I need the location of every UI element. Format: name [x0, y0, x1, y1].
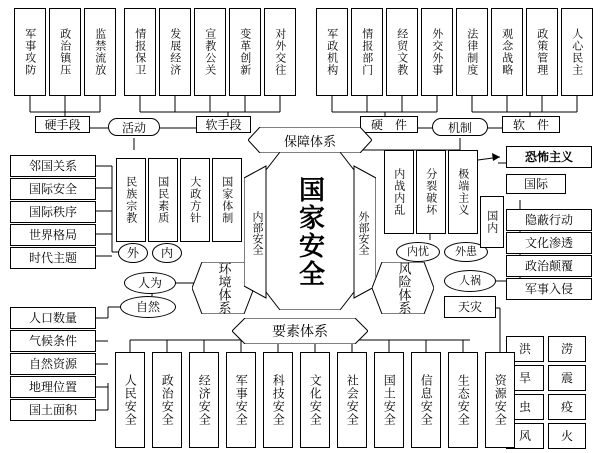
huanjing-system-label: 环境体系 [215, 262, 231, 314]
mechanism-text: 机制 [447, 120, 472, 135]
soft-item-1[interactable] [159, 8, 191, 96]
renhuo-label[interactable] [444, 270, 496, 292]
element-5[interactable] [300, 352, 330, 448]
activity-label[interactable] [108, 118, 160, 136]
renwei-label[interactable] [124, 272, 176, 294]
software-item-0[interactable] [456, 8, 488, 96]
env-item-3-label: 世界格局 [28, 227, 77, 242]
disaster-4-label: 虫 [518, 399, 531, 414]
center-left-item-3[interactable] [212, 158, 242, 242]
element-2[interactable] [189, 352, 219, 448]
risk-outer-item-3[interactable] [506, 232, 592, 254]
hard-item-2[interactable] [84, 8, 116, 96]
tianzai-text: 天灾 [457, 299, 482, 314]
hardware-item-3-label: 外交外事 [430, 28, 444, 76]
hard-means-label[interactable] [35, 116, 90, 133]
fengxian-system-banner [372, 262, 434, 314]
soft-item-0-label: 情报保卫 [133, 28, 147, 76]
natural-item-1[interactable] [10, 330, 96, 352]
center-left-item-0[interactable] [116, 158, 146, 242]
env-item-1-label: 国际安全 [28, 181, 77, 196]
element-8[interactable] [411, 352, 441, 448]
center-left-item-2-label: 大政方针 [188, 176, 202, 224]
ziran-label[interactable] [120, 296, 176, 318]
disaster-7[interactable] [548, 423, 586, 449]
software-item-2[interactable] [526, 8, 558, 96]
neiyou-text: 内忧 [407, 245, 429, 259]
disaster-6-label: 风 [518, 428, 531, 443]
risk-inner-item-2[interactable] [448, 150, 478, 234]
disaster-7-label: 火 [560, 428, 573, 443]
neiyou-label[interactable] [396, 242, 440, 262]
risk-outer-item-5-label: 军事入侵 [524, 281, 573, 296]
software-item-3[interactable] [561, 8, 593, 96]
hardware-text: 硬 件 [370, 118, 407, 132]
hard-item-0-label: 军事攻防 [23, 28, 37, 76]
element-3-label: 军事安全 [234, 374, 249, 426]
env-item-4[interactable] [10, 247, 96, 269]
baozhang-system-banner [248, 127, 372, 153]
center-left-item-2[interactable] [180, 158, 210, 242]
hardware-item-0[interactable] [316, 8, 348, 96]
element-0[interactable] [115, 352, 145, 448]
natural-item-3-label: 地理位置 [28, 379, 77, 394]
element-1-label: 政治安全 [160, 374, 175, 426]
element-7-label: 国土安全 [382, 374, 397, 426]
hard-item-0[interactable] [14, 8, 46, 96]
soft-item-1-label: 发展经济 [168, 28, 182, 76]
natural-item-0[interactable] [10, 307, 96, 329]
env-item-3[interactable] [10, 224, 96, 246]
natural-item-1-label: 气候条件 [28, 333, 77, 348]
hardware-item-1[interactable] [351, 8, 383, 96]
outer-label[interactable] [118, 243, 148, 263]
center-left-item-1[interactable] [148, 158, 178, 242]
software-label[interactable] [502, 116, 560, 133]
element-2-label: 经济安全 [197, 374, 212, 426]
soft-item-2-label: 宣教公关 [203, 28, 217, 76]
hardware-item-1-label: 情报部门 [360, 28, 374, 76]
natural-item-4[interactable] [10, 399, 96, 421]
element-10[interactable] [485, 352, 515, 448]
natural-item-2[interactable] [10, 353, 96, 375]
yaosu-system-label: 要素体系 [272, 324, 328, 340]
risk-outer-item-1-label: 国际 [523, 176, 548, 191]
yaosu-system-banner [232, 318, 368, 344]
natural-item-4-label: 国土面积 [28, 402, 77, 417]
risk-inner-item-1[interactable] [416, 150, 446, 234]
activity-text: 活动 [121, 120, 146, 135]
risk-outer-item-0-label: 恐怖主义 [524, 149, 573, 164]
renhuo-text: 人祸 [459, 274, 481, 288]
env-item-2[interactable] [10, 201, 96, 223]
center-left-item-1-label: 国民素质 [156, 176, 170, 224]
natural-item-0-label: 人口数量 [28, 310, 77, 325]
disaster-5[interactable] [548, 394, 586, 420]
waihuan-text: 外患 [455, 245, 477, 259]
element-9-label: 生态安全 [456, 374, 471, 426]
center-left-wing-label: 内部安全 [251, 211, 264, 255]
disaster-3-label: 震 [560, 370, 573, 385]
env-item-0-label: 邻国关系 [28, 158, 77, 173]
renwei-text: 人为 [137, 275, 162, 290]
element-8-label: 信息安全 [419, 374, 434, 426]
element-7[interactable] [374, 352, 404, 448]
hard-item-1[interactable] [49, 8, 81, 96]
element-6[interactable] [337, 352, 367, 448]
element-1[interactable] [152, 352, 182, 448]
disaster-5-label: 疫 [560, 399, 573, 414]
disaster-1[interactable] [548, 336, 586, 362]
software-item-0-label: 法律制度 [465, 28, 479, 76]
soft-item-4[interactable] [264, 8, 296, 96]
soft-item-2[interactable] [194, 8, 226, 96]
element-4-label: 科技安全 [271, 374, 286, 426]
element-4[interactable] [263, 352, 293, 448]
element-5-label: 文化安全 [308, 374, 323, 426]
env-item-1[interactable] [10, 178, 96, 200]
risk-inner-item-0-label: 内战内乱 [392, 168, 406, 216]
disaster-3[interactable] [548, 365, 586, 391]
software-item-1[interactable] [491, 8, 523, 96]
risk-outer-item-2[interactable] [506, 209, 592, 231]
element-3[interactable] [226, 352, 256, 448]
risk-outer-side-label: 国内 [485, 210, 499, 234]
element-6-label: 社会安全 [345, 374, 360, 426]
baozhang-system-label: 保障体系 [283, 134, 336, 150]
center-right-wing-label: 外部安全 [357, 211, 370, 255]
disaster-1-label: 涝 [560, 341, 573, 356]
ziran-text: 自然 [135, 299, 160, 314]
software-item-2-label: 政策管理 [535, 28, 549, 76]
hard-item-2-label: 监禁流放 [93, 28, 107, 76]
risk-inner-item-2-label: 极端主义 [456, 168, 470, 216]
software-text: 软 件 [512, 118, 549, 132]
soft-item-3-label: 变革创新 [238, 28, 252, 76]
software-item-3-label: 人心民主 [570, 28, 584, 76]
risk-outer-item-2-label: 隐蔽行动 [524, 212, 573, 227]
center-left-item-3-label: 国家体制 [220, 176, 234, 224]
natural-item-3[interactable] [10, 376, 96, 398]
element-9[interactable] [448, 352, 478, 448]
inner-label[interactable] [152, 243, 182, 263]
outer-text: 外 [126, 245, 139, 260]
center-main-label: 国家安全 [294, 176, 325, 288]
tianzai-label[interactable] [444, 296, 496, 318]
disaster-0-label: 洪 [518, 341, 531, 356]
soft-item-3[interactable] [229, 8, 261, 96]
risk-outer-item-1[interactable] [506, 174, 566, 194]
natural-item-2-label: 自然资源 [28, 356, 77, 371]
center-left-item-0-label: 民族宗教 [124, 176, 138, 224]
hard-item-1-label: 政治镇压 [58, 28, 72, 76]
hard-means-text: 硬手段 [44, 118, 81, 132]
risk-outer-item-3-label: 文化渗透 [524, 235, 573, 250]
inner-text: 内 [160, 245, 173, 260]
env-item-4-label: 时代主题 [28, 250, 77, 265]
element-10-label: 资源安全 [493, 374, 508, 426]
soft-means-label[interactable] [196, 116, 251, 133]
soft-means-text: 软手段 [205, 118, 242, 132]
soft-item-4-label: 对外交往 [273, 28, 287, 76]
disaster-2-label: 旱 [518, 370, 531, 385]
env-item-0[interactable] [10, 155, 96, 177]
mechanism-label[interactable] [432, 118, 488, 136]
center-emblem [244, 152, 376, 310]
hardware-item-0-label: 军政机构 [325, 28, 339, 76]
hardware-item-2[interactable] [386, 8, 418, 96]
hardware-item-2-label: 经贸文教 [395, 28, 409, 76]
risk-inner-item-1-label: 分裂破坏 [424, 168, 438, 216]
risk-outer-side[interactable] [480, 196, 504, 248]
risk-outer-item-0[interactable] [506, 146, 592, 168]
env-item-2-label: 国际秩序 [28, 204, 77, 219]
risk-outer-item-4-label: 政治颠覆 [524, 258, 573, 273]
soft-item-0[interactable] [124, 8, 156, 96]
risk-inner-item-0[interactable] [384, 150, 414, 234]
fengxian-system-label: 风险体系 [395, 262, 411, 314]
risk-outer-item-5[interactable] [506, 278, 592, 300]
hardware-item-3[interactable] [421, 8, 453, 96]
element-0-label: 人民安全 [123, 374, 138, 426]
risk-outer-item-4[interactable] [506, 255, 592, 277]
software-item-1-label: 观念战略 [500, 28, 514, 76]
